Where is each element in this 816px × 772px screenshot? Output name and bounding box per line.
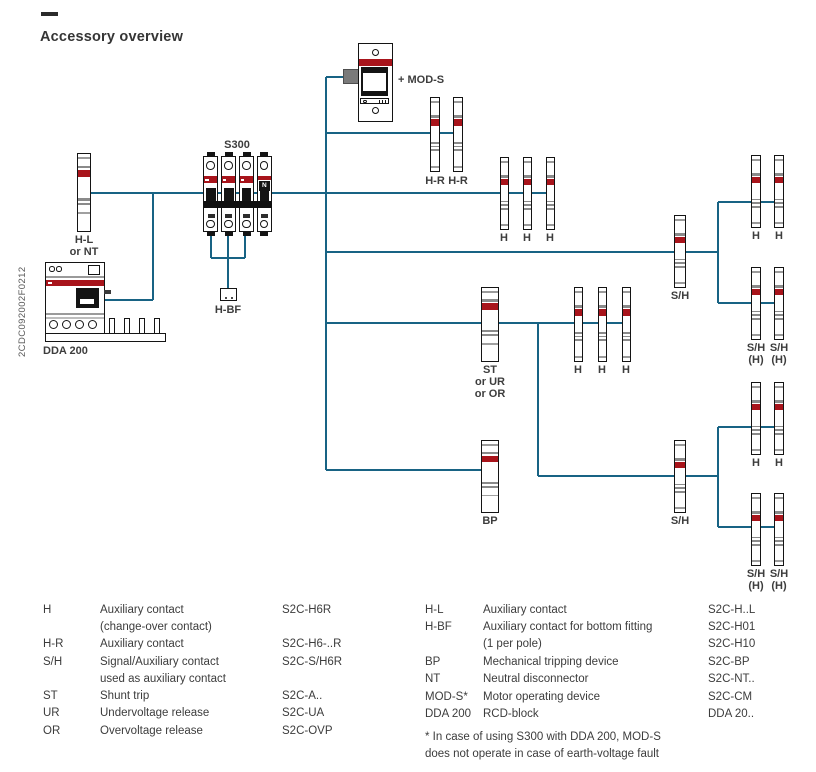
document-code-vertical: 2CDC092002F0212 (17, 266, 28, 357)
legend-code: MOD-S* (425, 690, 468, 703)
legend-description-line: Shunt trip (100, 690, 150, 703)
legend-row (425, 619, 755, 653)
label-h-top-3: H (546, 232, 554, 244)
legend-description-line: Signal/Auxiliary contact (100, 655, 219, 668)
legend-part-number (282, 723, 342, 740)
footnote (425, 729, 661, 762)
legend-code: ST (43, 690, 58, 703)
label-h-r-1: H-R (425, 175, 445, 187)
legend-code: BP (425, 655, 441, 668)
legend-description-line: Undervoltage release (100, 707, 210, 720)
legend-part-line: S2C-NT.. (708, 673, 755, 686)
legend-part-number (282, 602, 342, 619)
legend-code: H-BF (425, 621, 452, 634)
label-h-mid-3: H (622, 364, 630, 376)
legend-part-line: S2C-H01 (708, 621, 756, 634)
legend-row (43, 688, 342, 705)
legend-part-number (708, 671, 755, 688)
legend-description-line: RCD-block (483, 707, 539, 720)
legend-description-line: Auxiliary contact (483, 604, 567, 616)
legend-part-line: S2C-H10 (708, 638, 756, 651)
label-or-nt: or NT (69, 246, 99, 258)
legend-description (483, 689, 708, 706)
legend-part-number (282, 705, 342, 722)
legend-description-line: (change-over contact) (100, 620, 212, 633)
label-sh-upper: S/H (670, 290, 690, 302)
legend-part-number (282, 636, 342, 653)
legend-description-line: Auxiliary contact (100, 638, 184, 651)
legend-description (483, 654, 708, 671)
legend-row (43, 705, 342, 722)
label-h-l: H-L (74, 234, 94, 246)
legend-description-line: Auxiliary contact for bottom fitting (483, 621, 653, 634)
legend-description (100, 602, 282, 636)
legend-right-column (425, 602, 755, 723)
legend-row (43, 723, 342, 740)
label-bp: BP (482, 515, 498, 527)
label-or-ur: or UR (475, 376, 505, 388)
label-h-mid-2: H (598, 364, 606, 376)
label-or-or: or OR (474, 388, 506, 400)
legend-part-line: S2C-CM (708, 690, 753, 703)
label-h-ur-1: H (752, 230, 760, 242)
neutral-marker: N (259, 181, 270, 191)
legend-row (425, 654, 755, 671)
legend-part-line: S2C-A.. (282, 690, 323, 703)
label-h-top-2: H (523, 232, 531, 244)
legend-code: OR (43, 724, 61, 737)
legend-description-line: Mechanical tripping device (483, 655, 619, 668)
label-sh-lower: S/H (670, 515, 690, 527)
legend-part-number (708, 706, 755, 723)
legend-row (43, 654, 342, 688)
label-h-lr-2: H (775, 457, 783, 469)
legend-description (100, 654, 282, 688)
legend-part-line: S2C-OVP (282, 724, 333, 737)
legend-description-line: (1 per pole) (483, 638, 542, 651)
label-sh-ur-2: S/H (769, 342, 789, 354)
legend-part-line: S2C-S/H6R (282, 655, 343, 668)
label-sh-lr-1b: (H) (748, 580, 764, 592)
legend-code: NT (425, 673, 441, 686)
footnote-line-1: * In case of using S300 with DDA 200, MOD-S (425, 731, 661, 743)
label-sh-lr-2b: (H) (771, 580, 787, 592)
legend-part-number (282, 688, 342, 705)
legend-part-number (708, 602, 755, 619)
label-dda-200: DDA 200 (43, 345, 88, 357)
label-h-r-2: H-R (448, 175, 468, 187)
label-sh-ur-1: S/H (746, 342, 766, 354)
legend-part-line: S2C-H6-..R (282, 638, 342, 651)
legend-description (483, 619, 708, 653)
label-h-ur-2: H (775, 230, 783, 242)
legend-description (483, 602, 708, 619)
label-sh-lr-2: S/H (769, 568, 789, 580)
legend-description (100, 723, 282, 740)
legend-row (43, 602, 342, 636)
legend-part-line: S2C-H6R (282, 604, 332, 616)
legend-part-line: S2C-BP (708, 655, 750, 668)
legend-code: DDA 200 (425, 707, 472, 720)
legend-description-line: used as auxiliary contact (100, 672, 226, 685)
legend-description-line: Motor operating device (483, 690, 600, 703)
legend-code: UR (43, 707, 60, 720)
legend-row (425, 602, 755, 619)
legend-code: S/H (43, 655, 63, 668)
legend-code: H-R (43, 638, 64, 651)
legend-part-number (708, 689, 755, 706)
legend-description (100, 688, 282, 705)
legend-row (43, 636, 342, 653)
legend-part-number (282, 654, 342, 671)
legend-part-line: S2C-UA (282, 707, 325, 720)
legend-part-line: S2C-H..L (708, 604, 756, 616)
legend-left-column (43, 602, 342, 740)
label-h-bf: H-BF (214, 304, 242, 316)
legend-description (483, 706, 708, 723)
legend-code: H (43, 604, 52, 616)
legend-description-line: Neutral disconnector (483, 673, 589, 686)
legend-row (425, 706, 755, 723)
legend-description (100, 705, 282, 722)
label-h-top-1: H (500, 232, 508, 244)
legend-description (483, 671, 708, 688)
footnote-line-2: does not operate in case of earth-voltage fault (425, 747, 659, 760)
legend-part-number (708, 619, 755, 653)
legend-description (100, 636, 282, 653)
label-h-mid-1: H (574, 364, 582, 376)
legend-part-number (708, 654, 755, 671)
label-mod-s: + MOD-S (398, 74, 445, 86)
label-h-lr-1: H (752, 457, 760, 469)
page-title: Accessory overview (40, 29, 184, 45)
label-st: ST (482, 364, 498, 376)
legend-row (425, 689, 755, 706)
label-sh-ur-2b: (H) (771, 354, 787, 366)
label-sh-ur-1b: (H) (748, 354, 764, 366)
legend-description-line: Auxiliary contact (100, 604, 184, 616)
legend-description-line: Overvoltage release (100, 724, 203, 737)
legend-row (425, 671, 755, 688)
legend-code: H-L (425, 604, 444, 616)
label-sh-lr-1: S/H (746, 568, 766, 580)
legend-part-line: DDA 20.. (708, 707, 755, 720)
label-s300: S300 (224, 139, 250, 151)
